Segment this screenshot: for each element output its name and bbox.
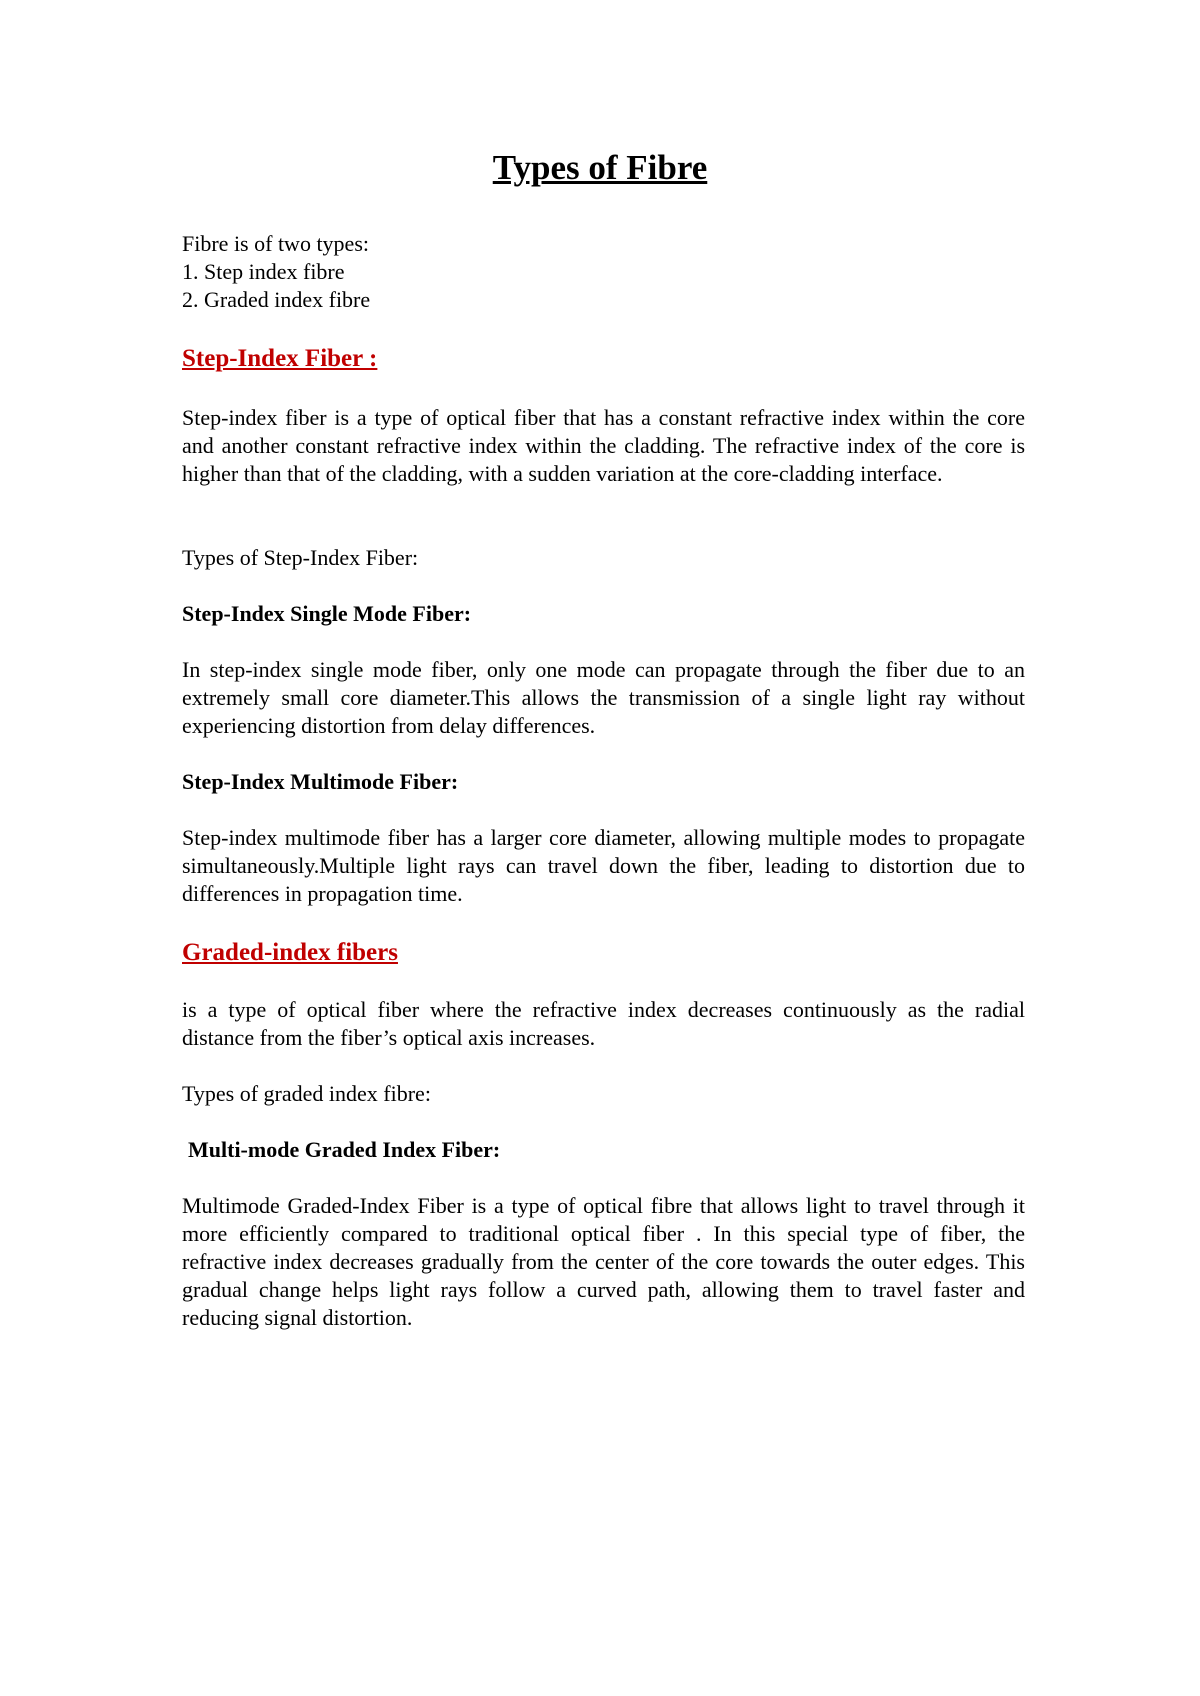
graded-index-types-label: Types of graded index fibre:: [182, 1081, 431, 1106]
step-index-types-label: Types of Step-Index Fiber:: [182, 545, 419, 570]
graded-multimode-heading: Multi-mode Graded Index Fiber:: [188, 1137, 501, 1162]
intro-lead: Fibre is of two types:: [182, 231, 369, 256]
step-index-heading: Step-Index Fiber :: [182, 345, 378, 372]
multimode-heading: Step-Index Multimode Fiber:: [182, 769, 459, 794]
intro-item-1: 1. Step index fibre: [182, 259, 345, 284]
page-title: Types of Fibre: [492, 148, 708, 187]
multimode-text: Step-index multimode fiber has a larger core diameter, allowing multiple modes to propagate simultaneously.Multiple light rays can travel down the fiber, leading to distortion due to differences in propagation time.: [182, 825, 1025, 906]
single-mode-heading: Step-Index Single Mode Fiber:: [182, 601, 472, 626]
step-index-description: Step-index fiber is a type of optical fiber that has a constant refractive index within the core and another constant refractive index within the cladding. The refractive index of the core is higher than that of the cladding, with a sudden variation at the core-cladding interface.: [182, 405, 1025, 486]
intro-item-2: 2. Graded index fibre: [182, 287, 371, 312]
graded-multimode-text: Multimode Graded-Index Fiber is a type of optical fibre that allows light to travel through it more efficiently compared to traditional optical fiber . In this special type of fiber, the refractive index decreases gradually from the center of the core towards the outer edges. This gradual change helps light rays follow a curved path, allowing them to travel faster and reducing signal distortion.: [182, 1193, 1025, 1330]
graded-index-heading: Graded-index fibers: [182, 939, 398, 966]
graded-index-description: is a type of optical fiber where the refractive index decreases continuously as the radial distance from the fiber’s optical axis increases.: [182, 997, 1025, 1050]
single-mode-text: In step-index single mode fiber, only one mode can propagate through the fiber due to an extremely small core diameter.This allows the transmission of a single light ray without experiencing distortion from delay differences.: [182, 657, 1025, 738]
